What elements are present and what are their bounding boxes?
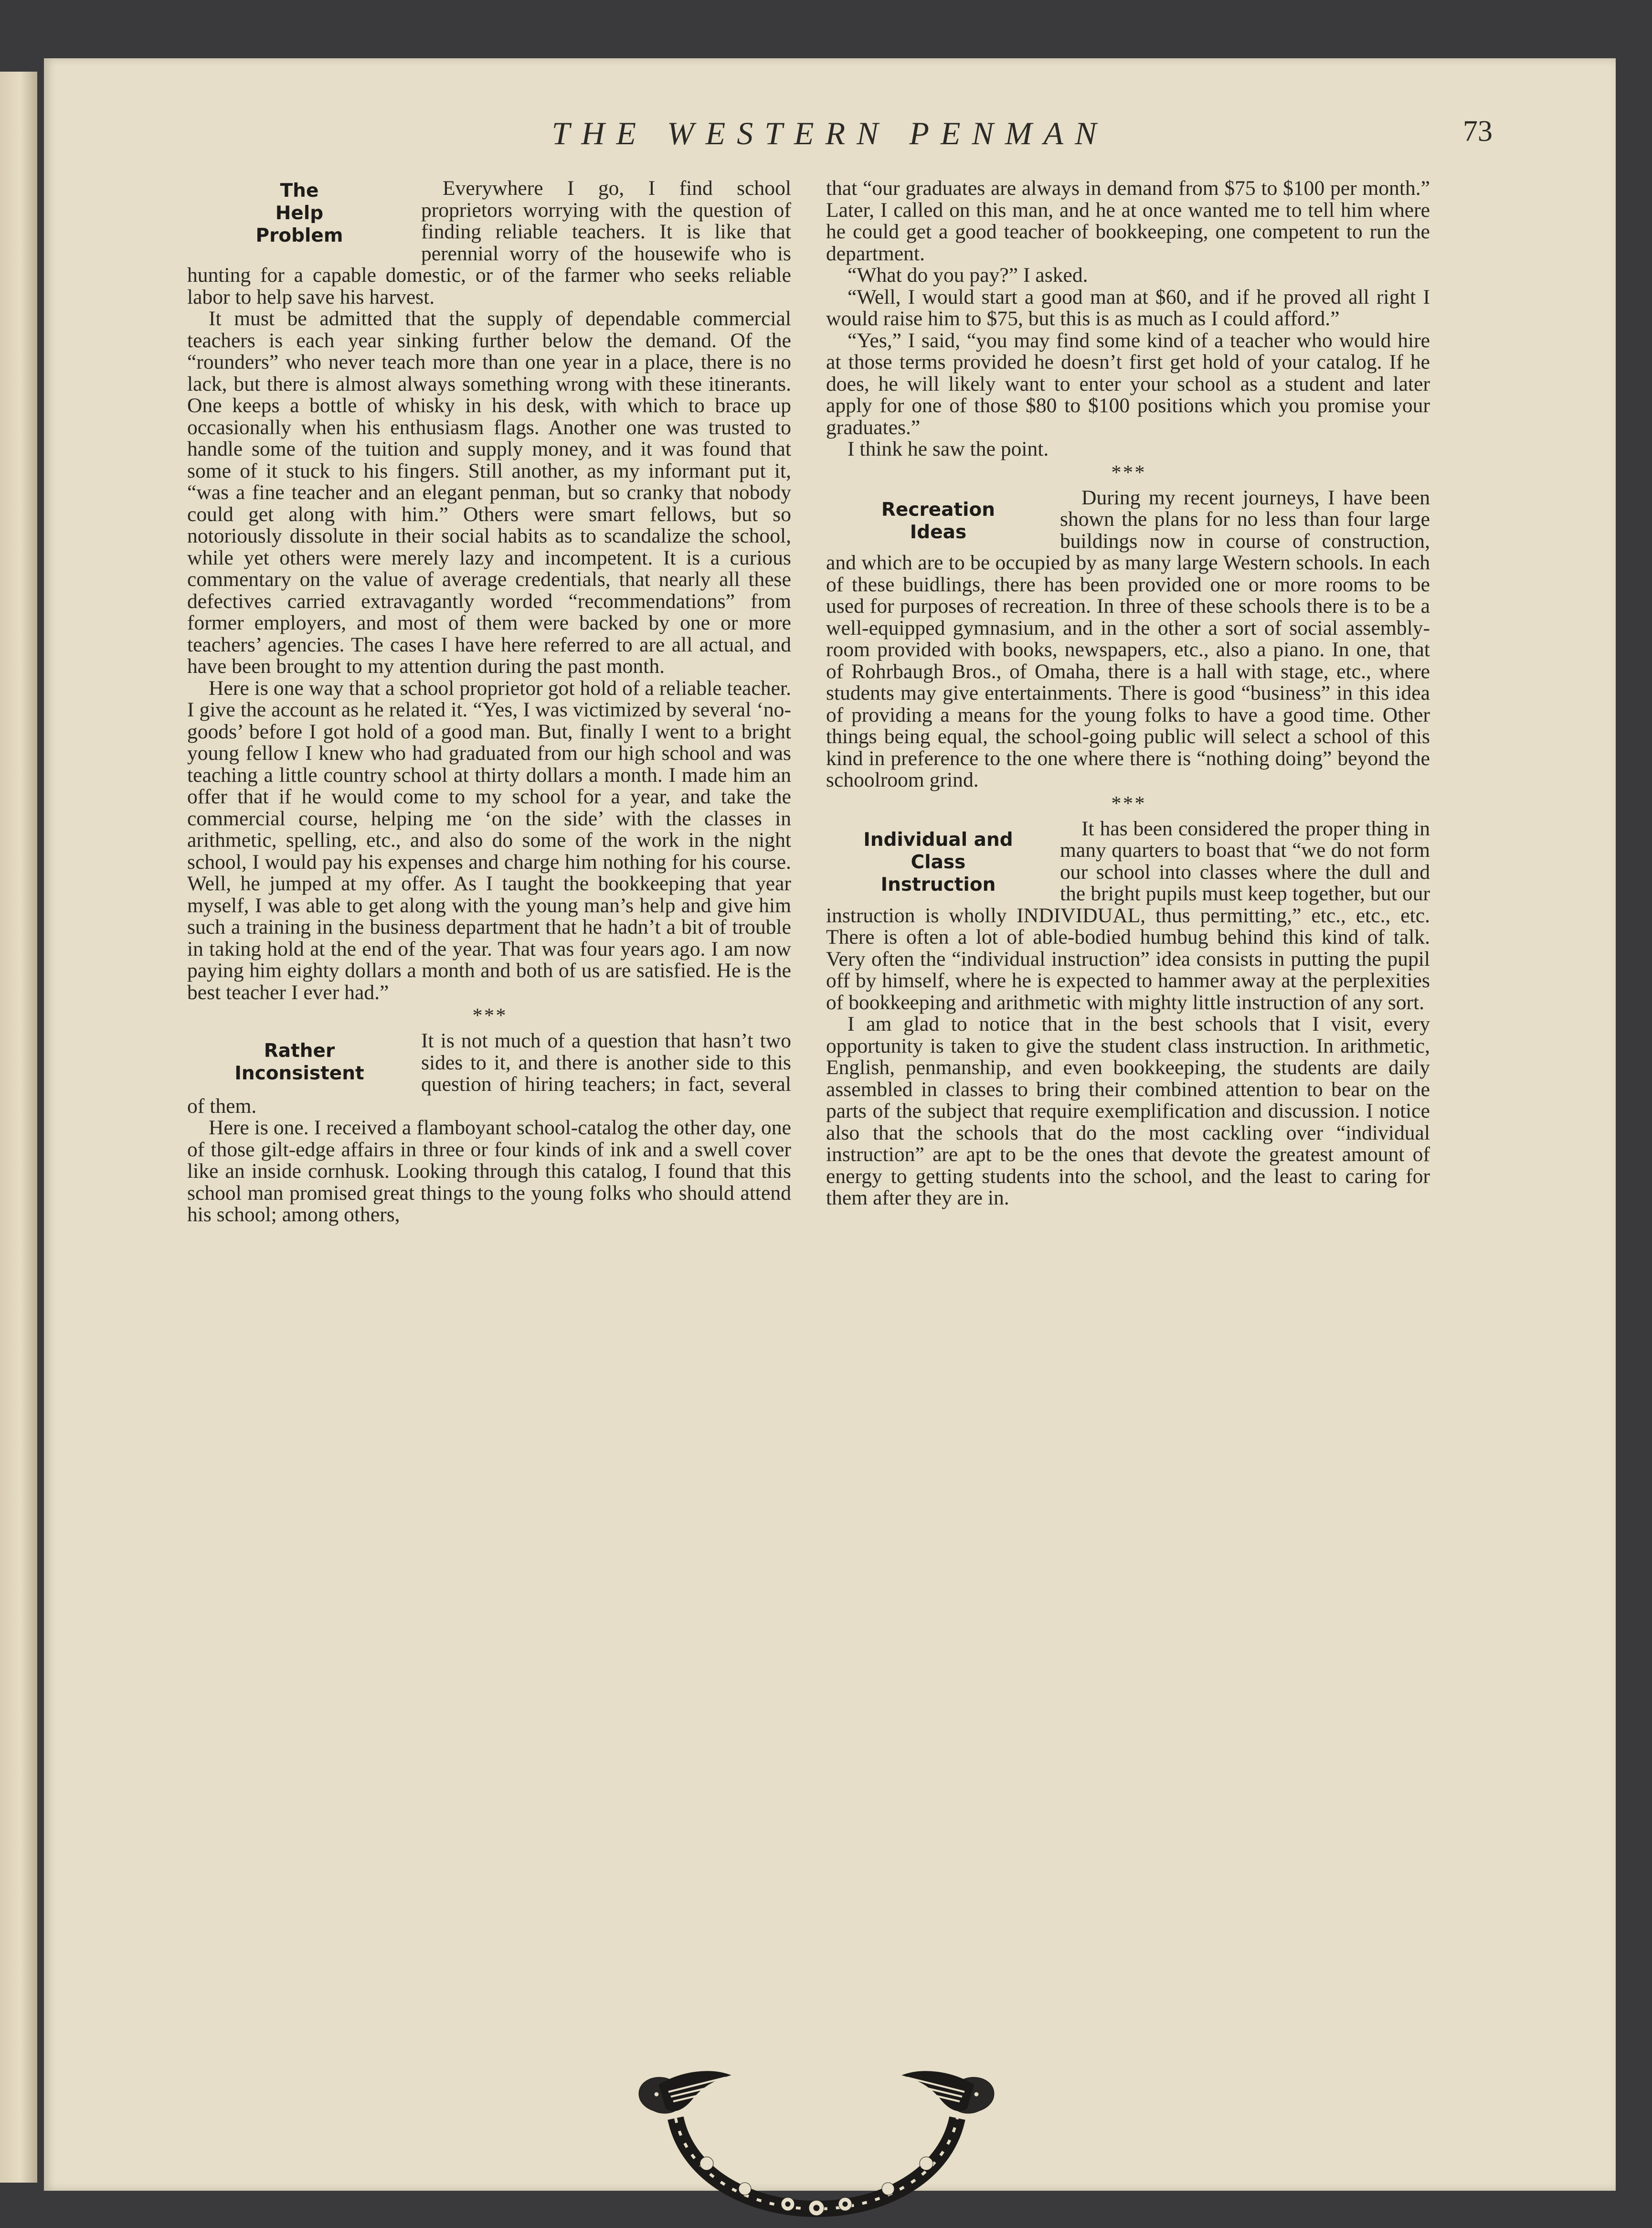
sidehead-line: Ideas xyxy=(910,521,967,543)
paragraph: Here is one way that a school proprietor got hold of a reliable teacher. I give the account as he related it. “Yes, I was victimized by several ‘no-goods’ before I got hold of a good man. But, finally I went to a bright young fellow I knew who had graduated from our high school and was teaching a little country school at thirty dollars a month. I made him an offer that if he would come to my school for a year, and take the commercial course, helping me ‘on the side’ with the classes in arithmetic, spelling, etc., and also do some of the work in the night school, I would pay his expenses and charge him nothing for his course. Well, he jumped at my offer. As I taught the bookkeeping that year myself, I was able to get along with the young man’s help and give him such a training in the business department that he hadn’t a bit of trouble in taking hold at the end of the year. That was four years ago. I am now paying him eighty dollars a month and both of us are satisfied. He is the best teacher I ever had.” xyxy=(187,676,791,1004)
running-head: THE WESTERN PENMAN xyxy=(551,115,1108,151)
paragraph: It is not much of a question that hasn’t two sides to it, and there is another side to this question of hiring teachers; in fact, several of them. xyxy=(187,1029,791,1118)
paragraph: “Well, I would start a good man at $60, and if he proved all right I would raise him to $75, but this is as much as I could afford.” xyxy=(826,285,1430,330)
sidehead-individual-class-instruction xyxy=(826,829,1050,896)
paragraph: “Yes,” I said, “you may find some kind of a teacher who would hire at those terms provided he doesn’t first get hold of your catalog. If he does, he will likely want to enter your school as a student and later apply for one of those $80 to $100 positions which you promise your graduates.” xyxy=(826,329,1430,439)
left-column xyxy=(187,178,791,1226)
paragraph: Everywhere I go, I find school proprietors worrying with the question of finding reliable teachers. It is like that perennial worry of the housewife who is hunting for a capable domestic, or of the farmer who seeks reliable labor to help save his harvest. xyxy=(187,177,791,309)
sidehead-line: Instruction xyxy=(880,874,996,895)
sidehead-line: Recreation xyxy=(881,499,995,521)
paragraph: It has been considered the proper thing in many quarters to boast that “we do not form our school into classes where the dull and the bright pupils must keep together, but our instruction is wholly INDIVIDUAL, thus permitting,” etc., etc., etc. There is often a lot of able-bodied humbug behind this kind of talk. Very often the “individual instruction” idea consists in putting the pupil off by himself, where he is expected to hammer away at the perplexities of bookkeeping and arithmetic with mighty little instruction of any sort. xyxy=(826,817,1430,1014)
sidehead-help-problem xyxy=(187,180,412,247)
facing-page-edge xyxy=(0,72,37,2183)
paragraph: that “our graduates are always in demand from $75 to $100 per month.” Later, I called on this man, and he at once wanted me to tell him where he could get a good teacher of bookkeeping, one competent to run the department. xyxy=(826,177,1430,265)
magazine-page xyxy=(44,58,1616,2191)
page-number: 73 xyxy=(1463,115,1493,148)
right-winged-head xyxy=(902,2071,994,2113)
paragraph: I think he saw the point. xyxy=(847,437,1049,460)
sidehead-rather-inconsistent xyxy=(187,1040,412,1085)
left-winged-head xyxy=(639,2071,731,2113)
paragraph: “What do you pay?” I asked. xyxy=(847,264,1088,287)
sidehead-line: Help xyxy=(275,203,324,224)
asterism: * * * xyxy=(1111,461,1145,484)
sidehead-line: Class xyxy=(911,851,966,873)
sidehead-recreation-ideas xyxy=(826,499,1050,544)
paragraph: Here is one. I received a flamboyant school-catalog the other day, one of those gilt-edge affairs in three or four kinds of ink and a swell cover like an inside cornhusk. Looking through this catalog, I found that this school man promised great things to the young folks who should attend his school; among others, xyxy=(187,1116,791,1226)
asterism: * * * xyxy=(1111,792,1145,815)
paragraph: It must be admitted that the supply of dependable commercial teachers is each year sinking further below the demand. Of the “rounders” who never teach more than one year in a place, there is no lack, but there is almost always something wrong with these itinerants. One keeps a bottle of whisky in his desk, with which to brace up occasionally when his enthusiasm flags. Another one was trusted to handle some of the tuition and supply money, and it was found that some of it stuck to his fingers. Still another, as my informant put it, “was a fine teacher and an elegant penman, but so cranky that nobody could get along with him.” Others were smart fellows, but so notoriously dissolute in their social habits as to scandalize the school, while yet others were merely lazy and incompetent. It is a curious commentary on the value of average credentials, that nearly all these defectives carried extravagantly worded “recommendations” from former employers, and most of them were backed by one or more teachers’ agencies. The cases I have here referred to are all actual, and have been brought to my attention during the past month. xyxy=(187,307,791,678)
sidehead-line: Inconsistent xyxy=(234,1063,364,1084)
sidehead-line: Individual and xyxy=(863,829,1013,851)
sidehead-line: Rather xyxy=(264,1040,335,1062)
flower-garland xyxy=(676,2118,957,2216)
asterism: * * * xyxy=(472,1005,506,1027)
paragraph: I am glad to notice that in the best schools that I visit, every opportunity is taken to give the student class instruction. In arithmetic, English, penmanship, and even bookkeeping, the students are daily assembled in classes to bring their combined attention to bear on the parts of the subject that require exemplification and discussion. I notice also that the schools that do the most cackling over “individual instruction” are apt to be the ones that devote the greatest amount of energy to getting students into the school, and the least to caring for them after they are in. xyxy=(826,1013,1430,1209)
right-column xyxy=(826,178,1430,1209)
sidehead-line: The xyxy=(280,180,319,202)
sidehead-line: Problem xyxy=(255,225,343,246)
paragraph: During my recent journeys, I have been shown the plans for no less than four large buildings now in course of construction, and which are to be occupied by as many large Western schools. In each of these buidlings, there has been provided one or more rooms to be used for purposes of recreation. In three of these schools there is to be a well-equipped gymnasium, and in the other a sort of social assembly-room provided with books, newspapers, etc., also a piano. In one, that of Rohrbaugh Bros., of Omaha, there is a hall with stage, etc., where students may give entertainments. There is good “business” in this idea of providing a means for the young folks to have a good time. Other things being equal, the school-going public will select a school of this kind in preference to the one where there is “nothing doing” beyond the schoolroom grind. xyxy=(826,486,1430,791)
winged-heads-garland-ornament xyxy=(630,2066,1003,2228)
